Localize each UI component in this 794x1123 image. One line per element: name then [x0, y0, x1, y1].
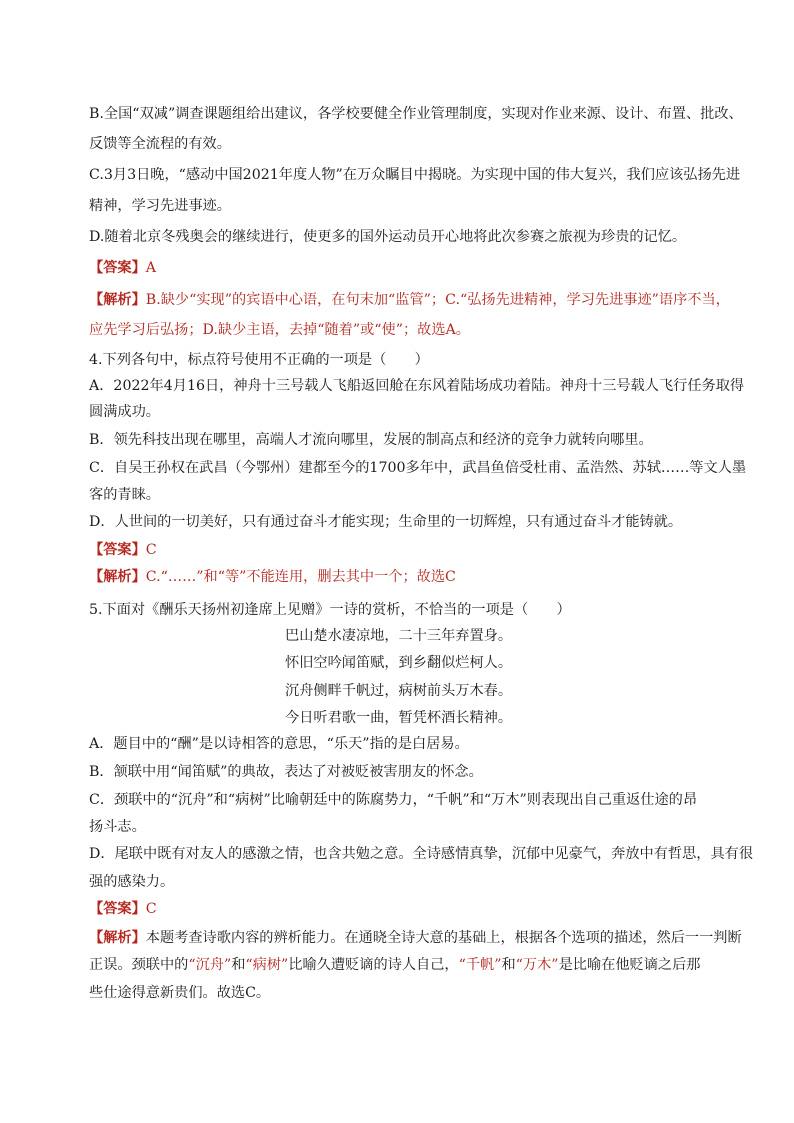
analysis-text: C.“……”和“等”不能连用，删去其中一个；故选C: [145, 569, 456, 585]
q3-option-c-line2: 精神，学习先进事迹。: [89, 198, 231, 214]
analysis-text: 比喻久遭贬谪的诗人自己，: [288, 957, 459, 973]
q5-option-c-line2: 扬斗志。: [89, 819, 146, 835]
q5-option-a: A．题目中的“酬”是以诗相答的意思，“乐天”指的是白居易。: [89, 736, 469, 752]
poem-line: 沉舟侧畔千帆过，病树前头万木春。: [285, 683, 513, 699]
q4-analysis: [89, 567, 729, 587]
q3-option-b-line2: 反馈等全流程的有效。: [89, 136, 231, 152]
q3-analysis-line2: 应先学习后弘扬；D.缺少主语，去掉“随着”或“使”；故选A。: [89, 322, 470, 338]
q5-option-c-line1: C．颈联中的“沉舟”和“病树”比喻朝廷中的陈腐势力，“千帆”和“万木”则表现出自己重返仕途的昂: [89, 792, 698, 808]
answer-tag: 【答案】: [89, 542, 146, 558]
answer-tag: 【答案】: [89, 260, 146, 276]
q4-stem: 4.下列各句中，标点符号使用不正确的一项是（ ）: [89, 352, 429, 368]
poem-line: 巴山楚水凄凉地，二十三年弃置身。: [285, 628, 513, 644]
q5-option-b: B．颔联中用“闻笛赋”的典故，表达了对被贬被害朋友的怀念。: [89, 764, 483, 780]
q4-option-b: B．领先科技出现在哪里，高端人才流向哪里，发展的制高点和经济的竞争力就转向哪里。: [89, 432, 653, 448]
analysis-text: 本题考查诗歌内容的辨析能力。在通晓全诗大意的基础上，根据各个选项的描述，然后一一判断: [145, 930, 742, 946]
answer-value: C: [145, 542, 157, 558]
analysis-text: 是比喻在他贬谪之后那: [558, 957, 701, 973]
q3-option-d: D.随着北京冬残奥会的继续进行，使更多的国外运动员开心地将此次参赛之旅视为珍贵的记忆。: [89, 229, 687, 245]
analysis-text: 正误。颈联中的: [89, 957, 189, 973]
answer-tag: 【答案】: [89, 901, 146, 917]
poem-line: 怀旧空吟闻笛赋，到乡翻似烂柯人。: [285, 655, 513, 671]
analysis-tag: 【解析】: [89, 569, 146, 585]
answer-value: A: [145, 260, 157, 276]
q4-option-d: D．人世间的一切美好，只有通过奋斗才能实现；生命里的一切辉煌，只有通过奋斗才能铸就。: [89, 514, 683, 530]
q5-option-d-line1: D．尾联中既有对友人的感激之情，也含共勉之意。全诗感情真挚，沉郁中见豪气，奔放中有哲思，具有很: [89, 846, 754, 862]
quoted-term: “沉舟”: [188, 957, 232, 973]
q4-option-c-line2: 客的青睐。: [89, 487, 160, 503]
q4-answer: [89, 540, 729, 560]
q3-answer: [89, 258, 729, 278]
q4-option-c-line1: C．自吴王孙权在武昌（今鄂州）建都至今的1700多年中，武昌鱼倍受杜甫、孟浩然、苏轼……等文人墨: [89, 460, 747, 476]
analysis-tag: 【解析】: [89, 292, 146, 308]
q5-analysis-line2: [89, 955, 729, 975]
analysis-text: 和: [501, 957, 516, 973]
analysis-text: B.缺少“实现”的宾语中心语，在句末加“监管”；C.“弘扬先进精神，学习先进事迹”语序不当，: [145, 292, 730, 308]
q3-option-c-line1: C.3月3日晚，“感动中国2021年度人物”在万众瞩目中揭晓。为实现中国的伟大复兴，我们应该弘扬先进: [89, 167, 741, 183]
analysis-text: 和: [231, 957, 246, 973]
q5-answer: [89, 899, 729, 919]
q5-option-d-line2: 强的感染力。: [89, 874, 175, 890]
q5-stem: 5.下面对《酬乐天扬州初逢席上见赠》一诗的赏析，不恰当的一项是（ ）: [89, 602, 571, 618]
q5-analysis-line3: 些仕途得意新贵们。故选C。: [89, 985, 271, 1001]
analysis-tag: 【解析】: [89, 930, 146, 946]
q3-analysis-line1: [89, 290, 729, 310]
q4-option-a-line1: A．2022年4月16日，神舟十三号载人飞船返回舱在东风着陆场成功着陆。神舟十三号载人飞行任务取得: [89, 378, 745, 394]
q3-option-b-line1: B.全国“双减”调查课题组给出建议，各学校要健全作业管理制度，实现对作业来源、设计、布置、批改、: [89, 106, 743, 122]
quoted-term: “千帆”: [458, 957, 502, 973]
poem-line: 今日听君歌一曲，暂凭杯酒长精神。: [285, 710, 513, 726]
quoted-term: “万木”: [515, 957, 559, 973]
q5-analysis-line1: [89, 928, 742, 948]
answer-value: C: [145, 901, 157, 917]
q4-option-a-line2: 圆满成功。: [89, 404, 160, 420]
quoted-term: “病树”: [245, 957, 289, 973]
